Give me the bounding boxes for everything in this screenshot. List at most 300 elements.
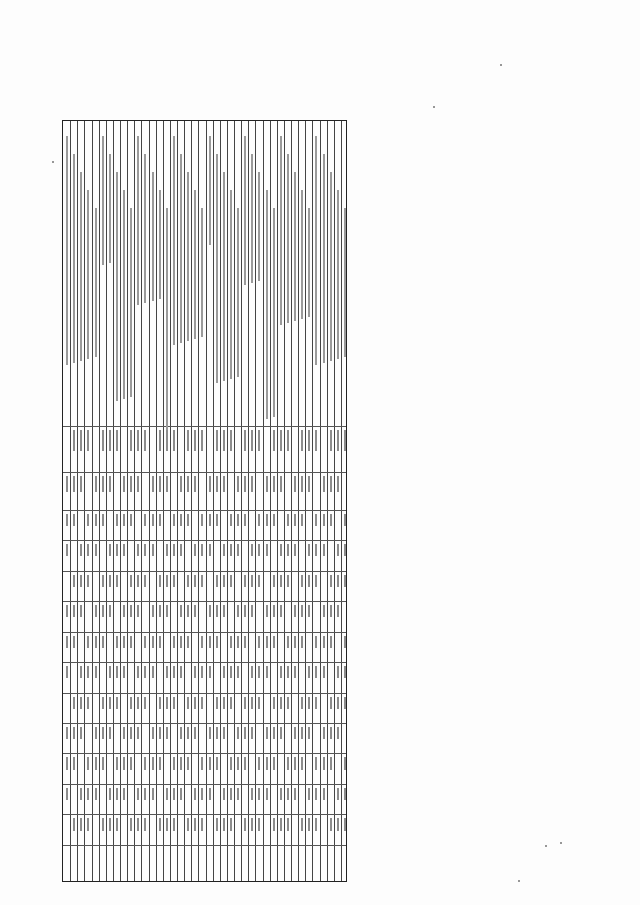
cell-value-mark <box>159 697 161 709</box>
cell-value-mark <box>123 544 125 556</box>
cell-value-mark <box>294 544 296 556</box>
cell-value-mark <box>109 575 111 587</box>
cell-value-mark <box>95 544 97 556</box>
cell-value-mark <box>344 544 346 556</box>
cell-value-mark <box>130 575 132 587</box>
cell-value-mark <box>109 697 111 709</box>
cell-value-mark <box>73 605 75 617</box>
cell-value-mark <box>301 605 303 617</box>
cell-value-mark <box>137 544 139 556</box>
cell-value-mark <box>223 575 225 587</box>
cell-value-mark <box>273 818 275 830</box>
cell-value-mark <box>287 544 289 556</box>
row-label-text <box>137 136 139 305</box>
cell-value-mark <box>201 430 203 451</box>
cell-value-mark <box>230 575 232 587</box>
table-row <box>284 121 285 881</box>
cell-value-mark <box>187 430 189 451</box>
cell-value-mark <box>201 514 203 526</box>
row-label-text <box>166 208 168 437</box>
scan-speck <box>52 161 54 163</box>
cell-value-mark <box>130 757 132 769</box>
cell-value-mark <box>251 818 253 830</box>
cell-value-mark <box>251 697 253 709</box>
cell-value-mark <box>237 605 239 617</box>
cell-value-mark <box>273 727 275 739</box>
row-label-text <box>323 154 325 363</box>
cell-value-mark <box>209 605 211 617</box>
cell-value-mark <box>201 636 203 648</box>
cell-value-mark <box>266 605 268 617</box>
row-label-text <box>80 172 82 361</box>
cell-value-mark <box>180 757 182 769</box>
cell-value-mark <box>251 575 253 587</box>
cell-value-mark <box>308 476 310 493</box>
cell-value-mark <box>344 430 346 451</box>
cell-value-mark <box>116 818 118 830</box>
cell-value-mark <box>166 788 168 800</box>
cell-value-mark <box>280 605 282 617</box>
cell-value-mark <box>152 636 154 648</box>
cell-value-mark <box>95 727 97 739</box>
cell-value-mark <box>194 575 196 587</box>
cell-value-mark <box>116 430 118 451</box>
cell-value-mark <box>87 636 89 648</box>
table-column-divider <box>63 814 346 815</box>
cell-value-mark <box>73 476 75 493</box>
cell-value-mark <box>344 818 346 830</box>
cell-value-mark <box>130 514 132 526</box>
cell-value-mark <box>130 605 132 617</box>
row-label-text <box>123 190 125 399</box>
cell-value-mark <box>201 666 203 678</box>
cell-value-mark <box>102 514 104 526</box>
cell-value-mark <box>294 727 296 739</box>
cell-value-mark <box>258 544 260 556</box>
cell-value-mark <box>216 575 218 587</box>
table-column-divider <box>63 845 346 846</box>
cell-value-mark <box>237 544 239 556</box>
cell-value-mark <box>159 430 161 451</box>
cell-value-mark <box>223 605 225 617</box>
cell-value-mark <box>315 430 317 451</box>
cell-value-mark <box>323 727 325 739</box>
table-row <box>320 121 321 881</box>
cell-value-mark <box>80 697 82 709</box>
cell-value-mark <box>287 757 289 769</box>
cell-value-mark <box>102 430 104 451</box>
cell-value-mark <box>87 430 89 451</box>
scan-speck <box>500 64 502 66</box>
cell-value-mark <box>287 575 289 587</box>
cell-value-mark <box>73 575 75 587</box>
row-label-text <box>95 208 97 357</box>
cell-value-mark <box>337 605 339 617</box>
cell-value-mark <box>66 605 68 617</box>
cell-value-mark <box>294 605 296 617</box>
cell-value-mark <box>187 757 189 769</box>
table-row <box>255 121 256 881</box>
row-label-text <box>280 136 282 325</box>
cell-value-mark <box>166 605 168 617</box>
cell-value-mark <box>301 575 303 587</box>
cell-value-mark <box>102 605 104 617</box>
cell-value-mark <box>187 476 189 493</box>
cell-value-mark <box>187 636 189 648</box>
row-label-text <box>344 208 346 357</box>
cell-value-mark <box>73 514 75 526</box>
table-row <box>113 121 114 881</box>
cell-value-mark <box>137 818 139 830</box>
table-row <box>241 121 242 881</box>
cell-value-mark <box>159 818 161 830</box>
cell-value-mark <box>287 788 289 800</box>
cell-value-mark <box>251 788 253 800</box>
cell-value-mark <box>66 727 68 739</box>
cell-value-mark <box>66 788 68 800</box>
row-label-text <box>152 172 154 301</box>
cell-value-mark <box>315 818 317 830</box>
cell-value-mark <box>73 727 75 739</box>
cell-value-mark <box>159 476 161 493</box>
scan-speck <box>433 106 435 108</box>
cell-value-mark <box>273 514 275 526</box>
cell-value-mark <box>280 544 282 556</box>
cell-value-mark <box>251 666 253 678</box>
row-label-text <box>130 208 132 397</box>
cell-value-mark <box>244 476 246 493</box>
cell-value-mark <box>315 757 317 769</box>
cell-value-mark <box>166 544 168 556</box>
cell-value-mark <box>280 727 282 739</box>
cell-value-mark <box>323 476 325 493</box>
table-column-divider <box>63 601 346 602</box>
cell-value-mark <box>294 514 296 526</box>
table-row <box>327 121 328 881</box>
cell-value-mark <box>280 697 282 709</box>
cell-value-mark <box>152 605 154 617</box>
cell-value-mark <box>323 514 325 526</box>
cell-value-mark <box>323 636 325 648</box>
cell-value-mark <box>116 666 118 678</box>
cell-value-mark <box>280 818 282 830</box>
cell-value-mark <box>80 818 82 830</box>
row-label-text <box>230 190 232 379</box>
cell-value-mark <box>116 514 118 526</box>
cell-value-mark <box>87 575 89 587</box>
table-row <box>206 121 207 881</box>
cell-value-mark <box>159 757 161 769</box>
cell-value-mark <box>209 544 211 556</box>
cell-value-mark <box>187 605 189 617</box>
cell-value-mark <box>173 666 175 678</box>
table-row <box>84 121 85 881</box>
cell-value-mark <box>244 818 246 830</box>
cell-value-mark <box>201 575 203 587</box>
cell-value-mark <box>166 666 168 678</box>
cell-value-mark <box>166 818 168 830</box>
cell-value-mark <box>194 818 196 830</box>
rotated-data-table <box>62 120 347 882</box>
cell-value-mark <box>180 544 182 556</box>
cell-value-mark <box>130 430 132 451</box>
cell-value-mark <box>137 476 139 493</box>
table-row <box>334 121 335 881</box>
cell-value-mark <box>87 788 89 800</box>
cell-value-mark <box>308 544 310 556</box>
cell-value-mark <box>323 788 325 800</box>
cell-value-mark <box>144 544 146 556</box>
cell-value-mark <box>187 575 189 587</box>
cell-value-mark <box>66 476 68 493</box>
cell-value-mark <box>144 697 146 709</box>
table-row <box>70 121 71 881</box>
cell-value-mark <box>344 636 346 648</box>
cell-value-mark <box>294 476 296 493</box>
table-column-divider <box>63 693 346 694</box>
cell-value-mark <box>102 818 104 830</box>
cell-value-mark <box>244 430 246 451</box>
cell-value-mark <box>216 636 218 648</box>
cell-value-mark <box>223 544 225 556</box>
cell-value-mark <box>109 727 111 739</box>
cell-value-mark <box>80 727 82 739</box>
cell-value-mark <box>287 666 289 678</box>
cell-value-mark <box>109 430 111 451</box>
table-row <box>184 121 185 881</box>
cell-value-mark <box>258 575 260 587</box>
row-label-text <box>87 190 89 359</box>
row-label-text <box>180 154 182 343</box>
cell-value-mark <box>159 605 161 617</box>
cell-value-mark <box>266 636 268 648</box>
cell-value-mark <box>230 430 232 451</box>
cell-value-mark <box>216 605 218 617</box>
cell-value-mark <box>123 476 125 493</box>
cell-value-mark <box>194 788 196 800</box>
cell-value-mark <box>194 430 196 451</box>
table-row <box>341 121 342 881</box>
cell-value-mark <box>273 575 275 587</box>
cell-value-mark <box>315 514 317 526</box>
row-label-text <box>209 136 211 245</box>
cell-value-mark <box>287 430 289 451</box>
cell-value-mark <box>173 636 175 648</box>
cell-value-mark <box>144 788 146 800</box>
cell-value-mark <box>308 727 310 739</box>
cell-value-mark <box>294 666 296 678</box>
cell-value-mark <box>251 430 253 451</box>
cell-value-mark <box>116 544 118 556</box>
cell-value-mark <box>87 757 89 769</box>
cell-value-mark <box>187 514 189 526</box>
cell-value-mark <box>308 666 310 678</box>
cell-value-mark <box>123 514 125 526</box>
cell-value-mark <box>95 757 97 769</box>
cell-value-mark <box>187 727 189 739</box>
cell-value-mark <box>266 757 268 769</box>
table-column-divider <box>63 662 346 663</box>
cell-value-mark <box>173 788 175 800</box>
cell-value-mark <box>237 636 239 648</box>
row-label-text <box>66 136 68 365</box>
table-row <box>149 121 150 881</box>
cell-value-mark <box>266 788 268 800</box>
cell-value-mark <box>180 514 182 526</box>
cell-value-mark <box>159 727 161 739</box>
cell-value-mark <box>80 476 82 493</box>
cell-value-mark <box>116 697 118 709</box>
cell-value-mark <box>109 476 111 493</box>
cell-value-mark <box>280 430 282 451</box>
cell-value-mark <box>80 788 82 800</box>
cell-value-mark <box>308 430 310 451</box>
row-label-text <box>159 190 161 299</box>
cell-value-mark <box>209 788 211 800</box>
cell-value-mark <box>237 514 239 526</box>
cell-value-mark <box>230 666 232 678</box>
cell-value-mark <box>344 788 346 800</box>
cell-value-mark <box>194 605 196 617</box>
cell-value-mark <box>337 544 339 556</box>
cell-value-mark <box>223 476 225 493</box>
cell-value-mark <box>209 476 211 493</box>
cell-value-mark <box>230 788 232 800</box>
cell-value-mark <box>187 818 189 830</box>
cell-value-mark <box>323 544 325 556</box>
cell-value-mark <box>301 476 303 493</box>
cell-value-mark <box>244 636 246 648</box>
cell-value-mark <box>194 697 196 709</box>
row-label-text <box>116 172 118 401</box>
table-row <box>127 121 128 881</box>
cell-value-mark <box>323 666 325 678</box>
cell-value-mark <box>287 818 289 830</box>
cell-value-mark <box>344 666 346 678</box>
cell-value-mark <box>323 605 325 617</box>
row-label-text <box>223 172 225 381</box>
cell-value-mark <box>216 757 218 769</box>
cell-value-mark <box>237 666 239 678</box>
cell-value-mark <box>216 514 218 526</box>
cell-value-mark <box>102 727 104 739</box>
cell-value-mark <box>123 788 125 800</box>
cell-value-mark <box>280 666 282 678</box>
table-column-divider <box>63 472 346 473</box>
cell-value-mark <box>144 430 146 451</box>
cell-value-mark <box>301 727 303 739</box>
cell-value-mark <box>152 544 154 556</box>
row-label-text <box>308 208 310 317</box>
cell-value-mark <box>258 818 260 830</box>
cell-value-mark <box>301 636 303 648</box>
cell-value-mark <box>223 788 225 800</box>
cell-value-mark <box>152 788 154 800</box>
cell-value-mark <box>80 666 82 678</box>
row-label-text <box>244 136 246 285</box>
cell-value-mark <box>237 788 239 800</box>
cell-value-mark <box>301 697 303 709</box>
table-column-divider <box>63 784 346 785</box>
cell-value-mark <box>137 727 139 739</box>
cell-value-mark <box>301 818 303 830</box>
table-column-divider <box>63 426 346 427</box>
row-label-text <box>187 172 189 341</box>
cell-value-mark <box>123 666 125 678</box>
cell-value-mark <box>273 430 275 451</box>
cell-value-mark <box>87 697 89 709</box>
cell-value-mark <box>308 818 310 830</box>
cell-value-mark <box>116 757 118 769</box>
cell-value-mark <box>123 636 125 648</box>
table-row <box>134 121 135 881</box>
row-label-text <box>102 136 104 265</box>
cell-value-mark <box>315 636 317 648</box>
cell-value-mark <box>344 697 346 709</box>
cell-value-mark <box>166 575 168 587</box>
cell-value-mark <box>130 697 132 709</box>
table-row <box>298 121 299 881</box>
cell-value-mark <box>237 757 239 769</box>
cell-value-mark <box>95 605 97 617</box>
cell-value-mark <box>209 636 211 648</box>
cell-value-mark <box>66 514 68 526</box>
cell-value-mark <box>251 476 253 493</box>
cell-value-mark <box>244 727 246 739</box>
cell-value-mark <box>152 666 154 678</box>
cell-value-mark <box>216 476 218 493</box>
table-row <box>248 121 249 881</box>
cell-value-mark <box>315 544 317 556</box>
cell-value-mark <box>258 514 260 526</box>
cell-value-mark <box>187 697 189 709</box>
cell-value-mark <box>230 636 232 648</box>
table-row <box>198 121 199 881</box>
row-label-text <box>73 154 75 363</box>
cell-value-mark <box>244 697 246 709</box>
cell-value-mark <box>144 757 146 769</box>
cell-value-mark <box>258 430 260 451</box>
cell-value-mark <box>330 697 332 709</box>
cell-value-mark <box>109 666 111 678</box>
cell-value-mark <box>194 476 196 493</box>
cell-value-mark <box>323 757 325 769</box>
cell-value-mark <box>166 430 168 451</box>
scan-speck <box>560 842 562 844</box>
cell-value-mark <box>80 430 82 451</box>
cell-value-mark <box>315 788 317 800</box>
cell-value-mark <box>194 727 196 739</box>
cell-value-mark <box>180 788 182 800</box>
cell-value-mark <box>201 757 203 769</box>
table-row <box>277 121 278 881</box>
cell-value-mark <box>223 697 225 709</box>
row-label-text <box>266 190 268 419</box>
cell-value-mark <box>344 514 346 526</box>
cell-value-mark <box>258 666 260 678</box>
table-row <box>106 121 107 881</box>
cell-value-mark <box>66 666 68 678</box>
cell-value-mark <box>337 575 339 587</box>
cell-value-mark <box>123 757 125 769</box>
cell-value-mark <box>201 544 203 556</box>
table-column-divider <box>63 540 346 541</box>
cell-value-mark <box>152 727 154 739</box>
cell-value-mark <box>280 476 282 493</box>
cell-value-mark <box>266 666 268 678</box>
cell-value-mark <box>287 636 289 648</box>
cell-value-mark <box>337 476 339 493</box>
